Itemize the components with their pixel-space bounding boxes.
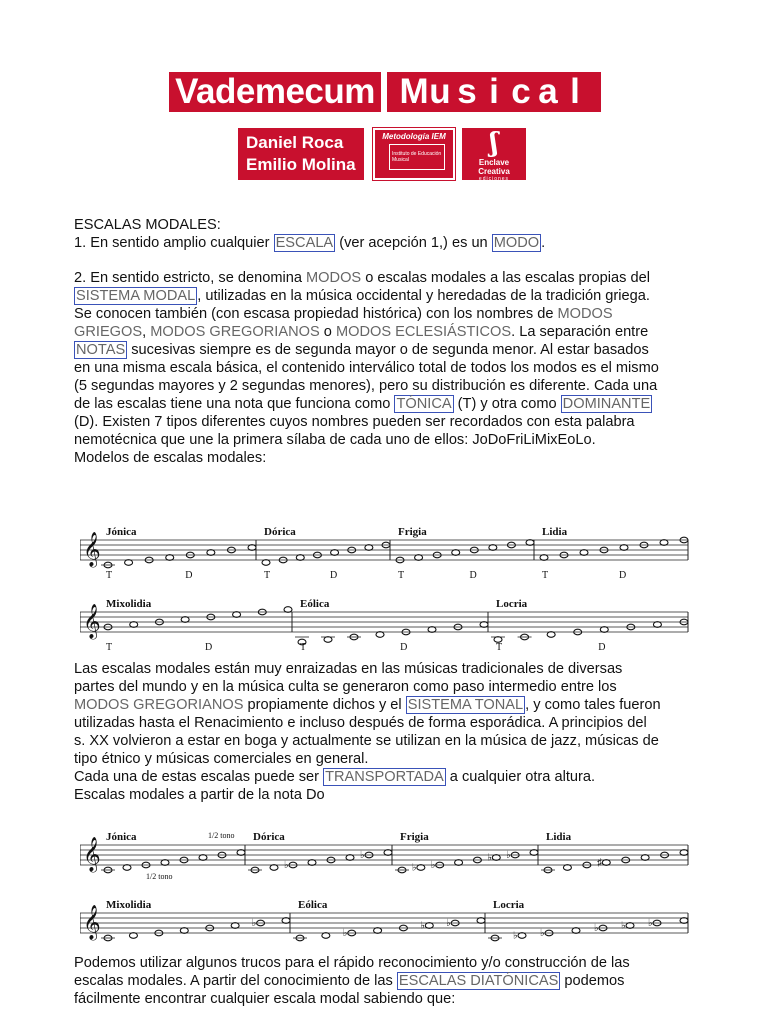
paragraph-line: en una misma escala básica, el contenido interválico total de todos los modos es el mismo bbox=[74, 360, 659, 376]
treble-clef-icon: 𝄞 bbox=[83, 533, 101, 566]
title-word-musical bbox=[387, 72, 601, 112]
text-run: (ver acepción 1,) es un bbox=[335, 235, 492, 251]
flat-sign-icon: ♭ bbox=[284, 860, 289, 871]
iem-logo-subtitle: Instituto de Educación Musical bbox=[389, 144, 445, 170]
whole-note bbox=[563, 865, 571, 871]
whole-note bbox=[580, 550, 588, 556]
whole-note bbox=[530, 850, 538, 856]
mode-name-label: Eólica bbox=[298, 899, 328, 911]
whole-note bbox=[540, 555, 548, 561]
whole-note bbox=[125, 560, 133, 566]
whole-note bbox=[365, 545, 373, 551]
author-name: Emilio Molina bbox=[246, 155, 356, 174]
treble-clef-icon: 𝄞 bbox=[83, 906, 101, 939]
text-run: Cada una de estas escalas puede ser bbox=[74, 769, 324, 785]
text-run: Se conocen también (con escasa propiedad histórica) con los nombres de bbox=[74, 306, 558, 322]
term-modos-gregorianos: MODOS GREGORIANOS bbox=[74, 697, 244, 713]
flat-sign-icon: ♭ bbox=[648, 918, 653, 929]
flat-sign-icon: ♭ bbox=[342, 928, 348, 939]
mode-name-label: Locria bbox=[493, 899, 525, 911]
paragraph-line: Modelos de escalas modales: bbox=[74, 450, 267, 466]
whole-note bbox=[262, 560, 270, 566]
author-name: Daniel Roca bbox=[246, 133, 344, 152]
mode-name-label: Lidia bbox=[542, 526, 568, 538]
paragraph-line: utilizadas hasta el Renacimiento e incluso después de forma esporádica. A principios del bbox=[74, 715, 647, 731]
whole-note bbox=[284, 607, 292, 613]
whole-note bbox=[415, 555, 423, 561]
whole-note bbox=[233, 612, 241, 618]
flat-sign-icon: ♭ bbox=[487, 852, 493, 864]
text-run: podemos bbox=[560, 973, 625, 989]
whole-note bbox=[480, 622, 488, 628]
flat-sign-icon: ♭ bbox=[420, 920, 426, 932]
text-run: o bbox=[319, 324, 336, 340]
mode-name-label: Locria bbox=[496, 598, 528, 610]
whole-note bbox=[166, 555, 174, 561]
whole-note bbox=[492, 855, 500, 861]
paragraph-line bbox=[74, 769, 704, 787]
flat-sign-icon: ♭ bbox=[513, 930, 518, 942]
whole-note bbox=[428, 627, 436, 633]
tonic-marker: T bbox=[264, 570, 271, 581]
flat-sign-icon: ♭ bbox=[430, 860, 436, 871]
whole-note bbox=[308, 860, 316, 866]
half-tone-label: 1/2 tono bbox=[208, 831, 235, 840]
text-run: a cualquier otra altura. bbox=[445, 769, 596, 785]
paragraph-line: Escalas modales a partir de la nota Do bbox=[74, 787, 325, 803]
flat-sign-icon: ♭ bbox=[594, 923, 599, 934]
whole-note bbox=[680, 918, 688, 924]
half-tone-label: 1/2 tono bbox=[146, 872, 173, 881]
whole-note bbox=[417, 865, 425, 871]
mode-name-label: Frigia bbox=[400, 831, 429, 843]
text-run: o escalas modales a las escalas propias del bbox=[361, 270, 650, 286]
whole-note bbox=[346, 855, 354, 861]
whole-note bbox=[384, 850, 392, 856]
whole-note bbox=[572, 928, 580, 934]
staff-svg-2 bbox=[80, 825, 692, 950]
dominant-marker: D bbox=[400, 642, 408, 650]
mode-name-label: Lidia bbox=[546, 831, 572, 843]
treble-clef-icon: 𝄞 bbox=[83, 838, 101, 871]
whole-note bbox=[489, 545, 497, 551]
whole-note bbox=[296, 555, 304, 561]
modal-scales-staff-1 bbox=[80, 520, 692, 650]
whole-note bbox=[425, 923, 433, 929]
paragraph-line bbox=[74, 270, 704, 288]
whole-note bbox=[231, 923, 239, 929]
whole-note bbox=[547, 632, 555, 638]
whole-note bbox=[620, 545, 628, 551]
section-title: ESCALAS MODALES: bbox=[74, 217, 221, 233]
tonic-marker: T bbox=[106, 642, 113, 650]
text-run: propiamente dichos y el bbox=[243, 697, 406, 713]
text-run: , bbox=[142, 324, 151, 340]
modal-scales-staff-2 bbox=[80, 825, 692, 950]
whole-note bbox=[452, 550, 460, 556]
tonic-marker: T bbox=[542, 570, 549, 581]
whole-note bbox=[237, 850, 245, 856]
title-letter: s bbox=[457, 72, 477, 111]
flat-sign-icon: ♭ bbox=[360, 850, 365, 861]
whole-note bbox=[660, 540, 668, 546]
whole-note bbox=[161, 860, 169, 866]
text-run: . bbox=[541, 235, 546, 251]
link-notas[interactable]: NOTAS bbox=[76, 342, 126, 358]
tonic-marker: T bbox=[300, 642, 307, 650]
enclave-mark-icon: ʃ bbox=[489, 128, 499, 158]
whole-note bbox=[455, 860, 463, 866]
link-transportada[interactable]: TRANSPORTADA bbox=[325, 769, 444, 785]
text-run: 2. En sentido estricto, se denomina bbox=[74, 270, 307, 286]
whole-note bbox=[181, 617, 189, 623]
text-run: 1. En sentido amplio cualquier bbox=[74, 235, 274, 251]
mode-name-label: Mixolidia bbox=[106, 899, 152, 911]
flat-sign-icon: ♭ bbox=[446, 918, 451, 929]
mode-name-label: Jónica bbox=[106, 526, 137, 538]
authors-box bbox=[238, 128, 364, 180]
mode-name-label: Dórica bbox=[264, 526, 296, 538]
enclave-logo bbox=[462, 128, 526, 180]
link-escala[interactable]: ESCALA bbox=[275, 235, 334, 251]
whole-note bbox=[129, 933, 137, 939]
term-modos: MODOS bbox=[306, 270, 362, 286]
flat-sign-icon: ♭ bbox=[621, 920, 626, 932]
dominant-marker: D bbox=[205, 642, 213, 650]
link-escalas-diatonicas[interactable]: ESCALAS DIATÓNICAS bbox=[398, 973, 559, 989]
paragraph-line bbox=[74, 235, 704, 253]
paragraph-line: Las escalas modales están muy enraizadas en las músicas tradicionales de diversas bbox=[74, 661, 623, 677]
paragraph-line: tipo étnico y músicas comerciales en general. bbox=[74, 751, 369, 767]
paragraph-line: Podemos utilizar algunos trucos para el rápido reconocimiento y/o construcción de las bbox=[74, 955, 630, 971]
title-banner bbox=[169, 72, 601, 112]
flat-sign-icon: ♭ bbox=[506, 850, 511, 861]
whole-note bbox=[626, 923, 634, 929]
link-modo[interactable]: MODO bbox=[493, 235, 540, 251]
paragraph-line: (5 segundas mayores y 2 segundas menores), pero su distribución es diferente. Cada una bbox=[74, 378, 658, 394]
staff-svg-1 bbox=[80, 520, 692, 650]
text-run: escalas modales. A partir del conocimiento de las bbox=[74, 973, 397, 989]
title-letter: u bbox=[429, 72, 451, 111]
iem-logo-title: Metodología IEM bbox=[382, 132, 446, 141]
whole-note bbox=[602, 860, 610, 866]
sharp-sign-icon: ♯ bbox=[597, 857, 603, 869]
text-run: de las escalas tiene una nota que funciona como bbox=[74, 396, 395, 412]
text-run: sucesivas siempre es de segunda mayor o de segunda menor. Al estar basados bbox=[127, 342, 649, 358]
dominant-marker: D bbox=[330, 570, 338, 581]
paragraph-line bbox=[74, 973, 704, 991]
tonic-marker: T bbox=[106, 570, 113, 581]
mode-name-label: Dórica bbox=[253, 831, 285, 843]
flat-sign-icon: ♭ bbox=[251, 918, 257, 929]
whole-note bbox=[653, 622, 661, 628]
title-letter: i bbox=[489, 72, 499, 111]
paragraph-line: partes del mundo y en la música culta se generaron como paso intermedio entre los bbox=[74, 679, 617, 695]
paragraph-line bbox=[74, 396, 704, 414]
text-run: . La separación entre bbox=[511, 324, 649, 340]
term-griegos: GRIEGOS bbox=[74, 324, 143, 340]
whole-note bbox=[374, 928, 382, 934]
whole-note bbox=[518, 933, 526, 939]
whole-note bbox=[331, 550, 339, 556]
paragraph-line: s. XX volvieron a estar en boga y actualmente se utilizan en la música de jazz, músicas de bbox=[74, 733, 659, 749]
dominant-marker: D bbox=[619, 570, 627, 581]
flat-sign-icon: ♭ bbox=[411, 862, 417, 874]
whole-note bbox=[322, 933, 330, 939]
term-modos-gregorianos: MODOS GREGORIANOS bbox=[150, 324, 320, 340]
whole-note bbox=[282, 918, 290, 924]
treble-clef-icon: 𝄞 bbox=[83, 605, 101, 638]
paragraph-line bbox=[74, 306, 704, 324]
term-modos-griegos: MODOS bbox=[557, 306, 613, 322]
link-sistema-tonal[interactable]: SISTEMA TONAL bbox=[407, 697, 524, 713]
paragraph-line: fácilmente encontrar cualquier escala modal sabiendo que: bbox=[74, 991, 456, 1007]
flat-sign-icon: ♭ bbox=[540, 928, 545, 939]
title-letter: a bbox=[538, 72, 558, 111]
whole-note bbox=[600, 627, 608, 633]
whole-note bbox=[526, 540, 534, 546]
mode-name-label: Frigia bbox=[398, 526, 427, 538]
title-letter: M bbox=[399, 72, 429, 111]
whole-note bbox=[680, 850, 688, 856]
whole-note bbox=[248, 545, 256, 551]
dominant-marker: D bbox=[598, 642, 606, 650]
mode-name-label: Jónica bbox=[106, 831, 137, 843]
whole-note bbox=[130, 622, 138, 628]
tonic-marker: T bbox=[496, 642, 503, 650]
mode-name-label: Mixolidia bbox=[106, 598, 152, 610]
tonic-marker: T bbox=[398, 570, 405, 581]
paragraph-line: (D). Existen 7 tipos diferentes cuyos nombres pueden ser recordados con esta palabra bbox=[74, 414, 635, 430]
title-letter: c bbox=[511, 72, 531, 111]
paragraph-line bbox=[74, 288, 704, 306]
dominant-marker: D bbox=[185, 570, 193, 581]
text-run: , y como tales fueron bbox=[525, 697, 661, 713]
link-dominante[interactable]: DOMINANTE bbox=[562, 396, 651, 412]
link-tonica[interactable]: TÓNICA bbox=[396, 396, 452, 412]
enclave-logo-subtext: ediciones bbox=[478, 176, 510, 182]
whole-note bbox=[376, 632, 384, 638]
mode-name-label: Eólica bbox=[300, 598, 330, 610]
whole-note bbox=[207, 550, 215, 556]
text-run: , utilizadas en la música occidental y heredadas de la tradición griega. bbox=[197, 288, 650, 304]
term-modos-eclesiasticos: MODOS ECLESIÁSTICOS bbox=[335, 324, 512, 340]
whole-note bbox=[123, 865, 131, 871]
paragraph-line: nemotécnica que une la primera sílaba de cada uno de ellos: JoDoFriLiMixEoLo. bbox=[74, 432, 596, 448]
whole-note bbox=[180, 928, 188, 934]
title-word-vademecum: Vademecum bbox=[169, 72, 381, 112]
whole-note bbox=[324, 637, 332, 643]
iem-logo bbox=[373, 128, 455, 180]
paragraph-line bbox=[74, 342, 704, 360]
enclave-logo-text: Enclave Creativa bbox=[478, 158, 510, 176]
whole-note bbox=[477, 918, 485, 924]
whole-note bbox=[641, 855, 649, 861]
title-letter: l bbox=[570, 72, 580, 111]
link-sistema-modal[interactable]: SISTEMA MODAL bbox=[76, 288, 196, 304]
dominant-marker: D bbox=[469, 570, 477, 581]
text-run: (T) y otra como bbox=[453, 396, 561, 412]
whole-note bbox=[199, 855, 207, 861]
whole-note bbox=[270, 865, 278, 871]
paragraph-line bbox=[74, 697, 704, 715]
paragraph-line bbox=[74, 324, 704, 342]
